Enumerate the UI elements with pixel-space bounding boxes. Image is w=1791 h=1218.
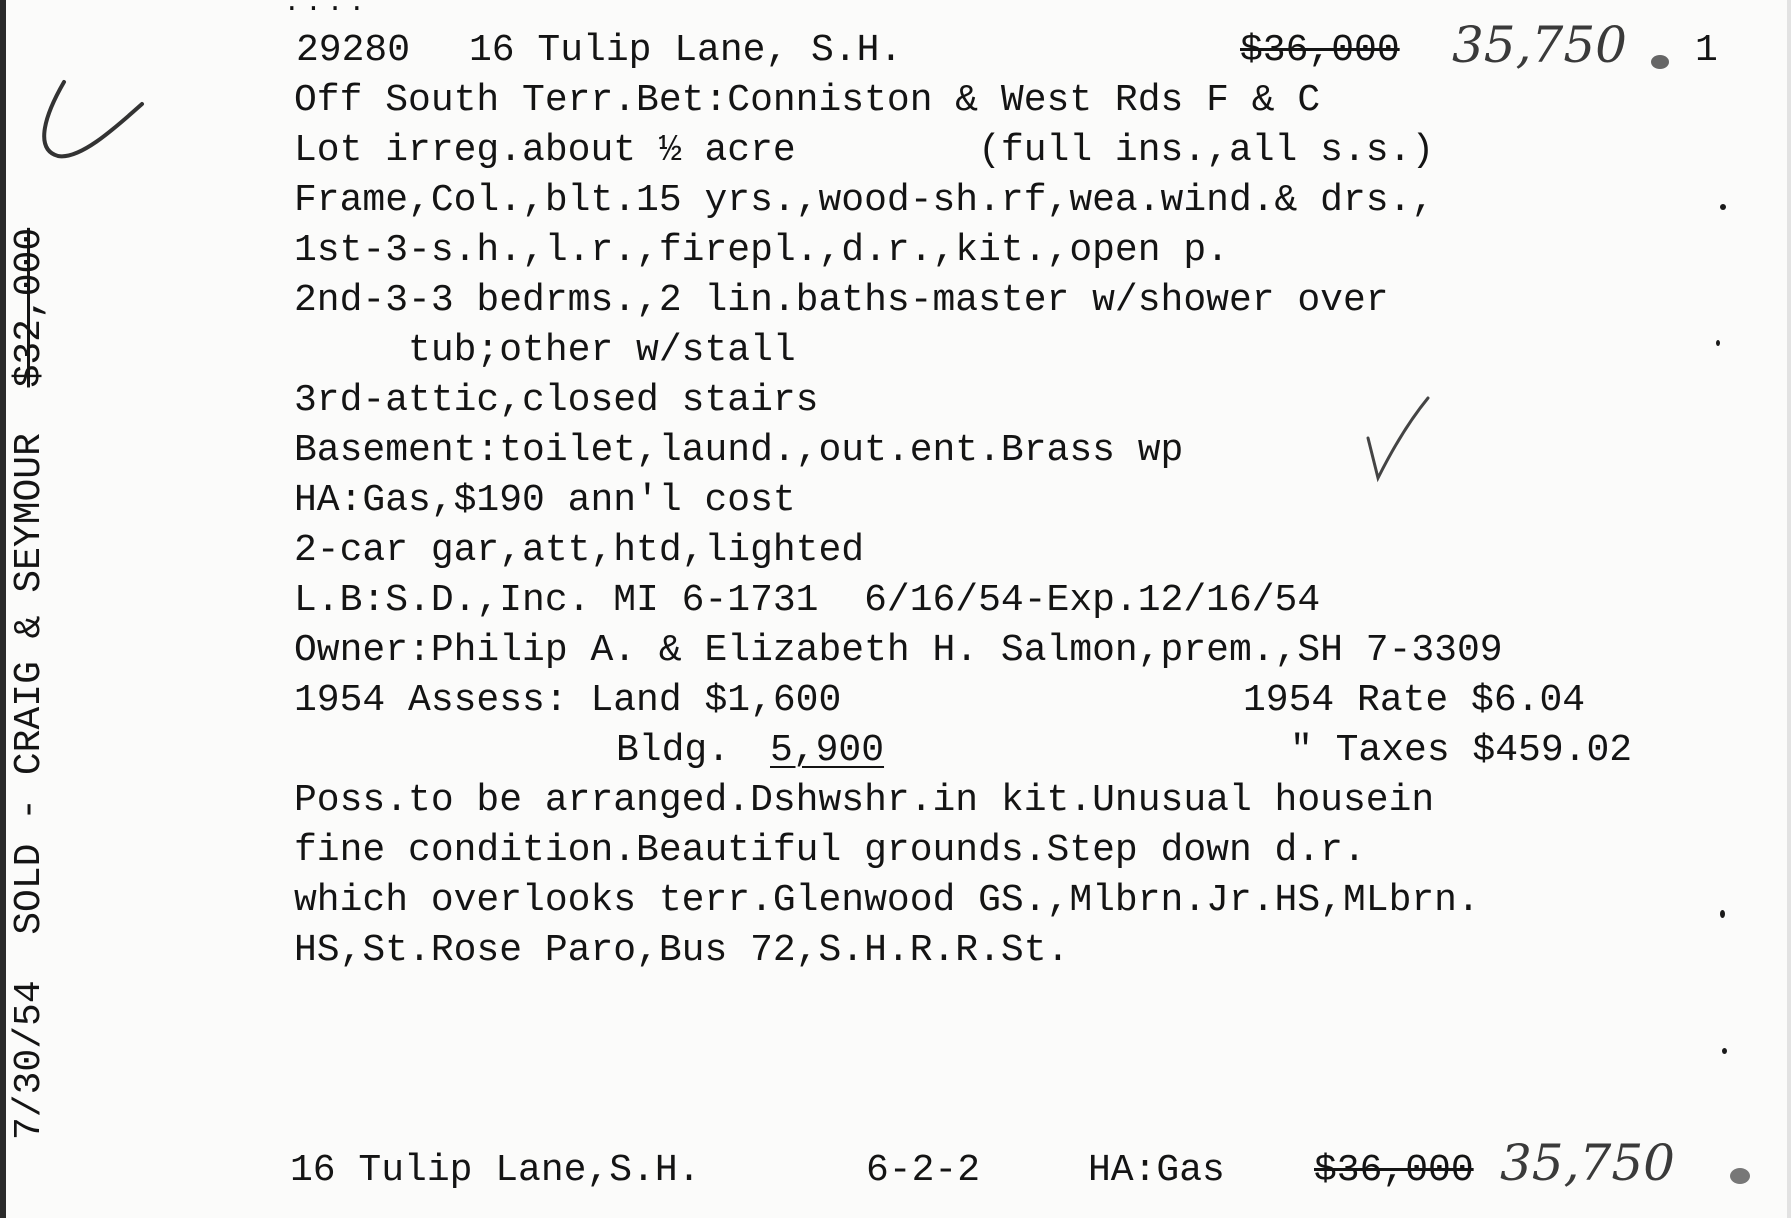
tax-rate: 1954 Rate $6.04 [1243,679,1586,722]
footer-heat: HA:Gas [1088,1149,1225,1192]
taxes: " Taxes $459.02 [1290,729,1633,772]
third-floor-line: 3rd-attic,closed stairs [294,379,819,422]
location-line: Off South Terr.Bet:Conniston & West Rds F & C [294,79,1321,122]
footer-handwritten-price: 35,750 [1500,1134,1675,1192]
first-floor-line: 1st-3-s.h.,l.r.,firepl.,d.r.,kit.,open p. [294,229,1229,272]
header-address: 16 Tulip Lane, S.H. [469,29,903,72]
card-number: 1 [1695,29,1718,72]
second-floor-cont-line: tub;other w/stall [294,329,796,372]
speck [1722,1048,1727,1054]
listing-number: 29280 [296,29,411,72]
footer-original-price: $36,000 [1314,1149,1474,1192]
sold-price: $32,000 [8,227,51,388]
footer-rooms: 6-2-2 [866,1149,981,1192]
punch-dots: ···· [284,0,371,24]
footer-address: 16 Tulip Lane,S.H. [290,1149,701,1192]
basement-line: Basement:toilet,laund.,out.ent.Brass wp [294,429,1184,472]
original-price: $36,000 [1240,29,1400,72]
speck [1716,340,1720,346]
side-check-mark [44,82,142,156]
garage-line: 2-car gar,att,htd,lighted [294,529,865,572]
construction-line: Frame,Col.,blt.15 yrs.,wood-sh.rf,wea.wind.& drs., [294,179,1435,222]
sold-note-text: 7/30/54 SOLD - CRAIG & SEYMOUR [8,387,51,1140]
assessment-bldg-label: Bldg. [616,729,753,772]
lot-line: Lot irreg.about ½ acre (full ins.,all s.s.) [294,129,1435,172]
second-floor-line: 2nd-3-3 bedrms.,2 lin.baths-master w/shower over [294,279,1389,322]
assessment-bldg-value: 5,900 [770,729,885,772]
remarks-line-2: fine condition.Beautiful grounds.Step down d.r. [294,829,1366,872]
listing-broker-line: L.B:S.D.,Inc. MI 6-1731 6/16/54-Exp.12/16/54 [294,579,1321,622]
ink-blot-top [1651,55,1669,69]
handwritten-new-price: 35,750 [1452,16,1627,74]
card-left-edge [0,0,6,1218]
sold-side-note [8,80,51,1140]
assessment-land: 1954 Assess: Land $1,600 [294,679,842,722]
card-right-edge [1787,0,1791,1218]
ink-blot-bottom [1730,1168,1750,1184]
body-check-mark [1368,398,1428,478]
remarks-line-3: which overlooks terr.Glenwood GS.,Mlbrn.Jr.HS,MLbrn. [294,879,1480,922]
speck [1720,910,1725,918]
remarks-line-4: HS,St.Rose Paro,Bus 72,S.H.R.R.St. [294,929,1070,972]
owner-line: Owner:Philip A. & Elizabeth H. Salmon,prem.,SH 7-3309 [294,629,1503,672]
speck [1720,204,1726,210]
remarks-line-1: Poss.to be arranged.Dshwshr.in kit.Unusual housein [294,779,1435,822]
heating-line: HA:Gas,$190 ann'l cost [294,479,796,522]
